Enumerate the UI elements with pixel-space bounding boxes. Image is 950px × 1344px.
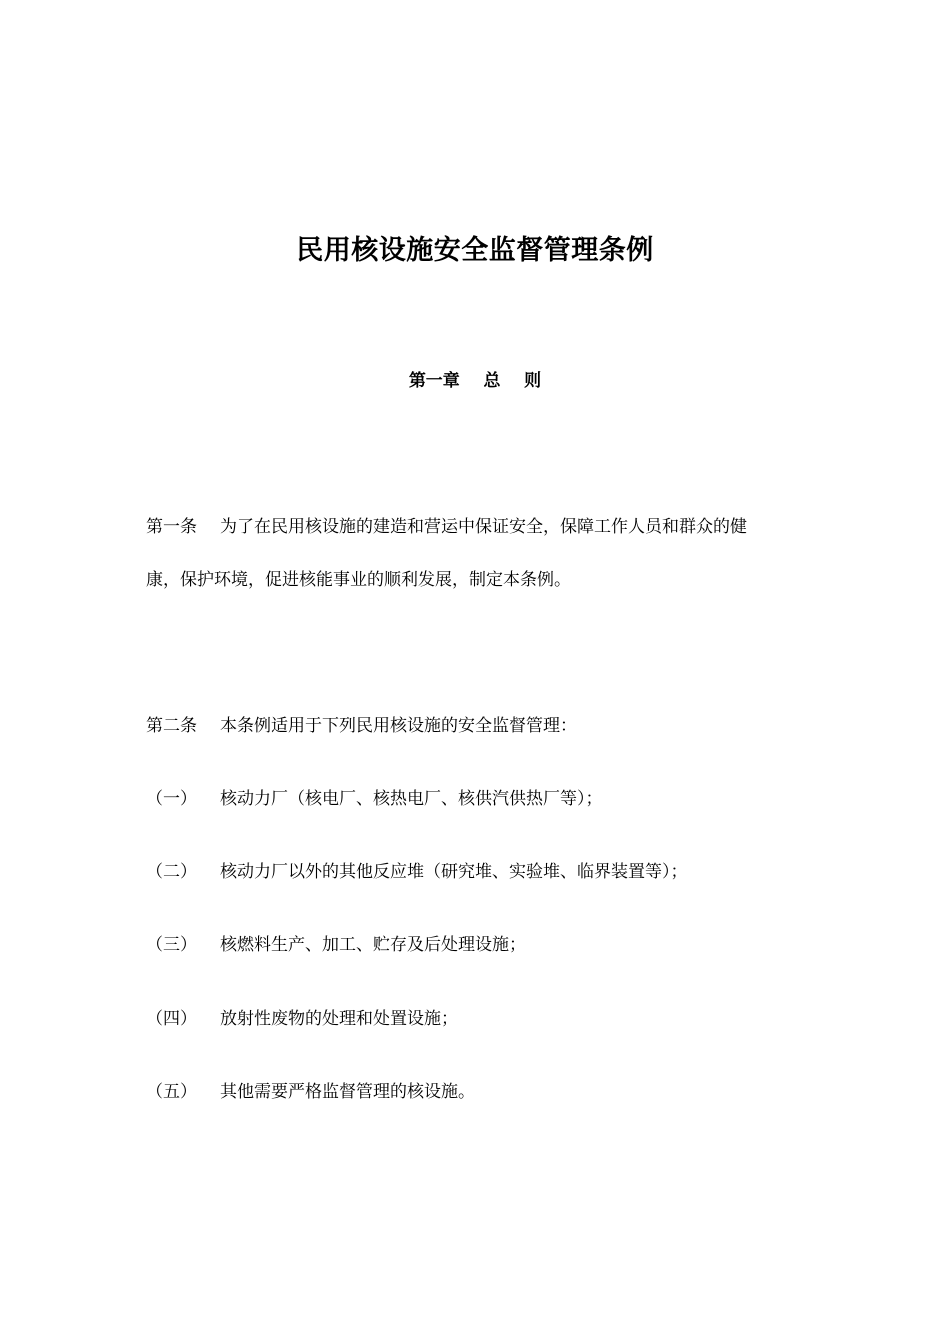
list-item-text: 其他需要严格监督管理的核设施。: [220, 1082, 475, 1102]
list-item-number: （五）: [146, 1082, 197, 1102]
document-title: 民用核设施安全监督管理条例: [296, 235, 654, 266]
article-2-intro: 本条例适用于下列民用核设施的安全监督管理：: [220, 716, 577, 736]
list-item-text: 核动力厂（核电厂、核热电厂、核供汽供热厂等）；: [220, 789, 603, 809]
article-1-line-2: [146, 565, 571, 590]
article-1-line-1: [146, 512, 747, 537]
list-item-number: （四）: [146, 1009, 197, 1029]
list-item: [146, 784, 603, 809]
list-item-text: 放射性废物的处理和处置设施；: [220, 1009, 458, 1029]
article-1-number: 第一条: [146, 517, 197, 537]
list-item: [146, 930, 526, 955]
article-1-text-line-2: 康，保护环境，促进核能事业的顺利发展，制定本条例。: [146, 570, 571, 590]
article-1-text-line-1: 为了在民用核设施的建造和营运中保证安全，保障工作人员和群众的健: [220, 517, 747, 537]
list-item: [146, 1004, 458, 1029]
chapter-heading: 第一章 总 则: [408, 371, 542, 391]
list-item-text: 核燃料生产、加工、贮存及后处理设施；: [220, 935, 526, 955]
article-2-number: 第二条: [146, 716, 197, 736]
list-item-text: 核动力厂以外的其他反应堆（研究堆、实验堆、临界装置等）；: [220, 862, 688, 882]
list-item: [146, 1077, 475, 1102]
list-item-number: （二）: [146, 862, 197, 882]
list-item-number: （三）: [146, 935, 197, 955]
list-item: [146, 857, 688, 882]
article-2-intro-line: [146, 711, 577, 736]
list-item-number: （一）: [146, 789, 197, 809]
